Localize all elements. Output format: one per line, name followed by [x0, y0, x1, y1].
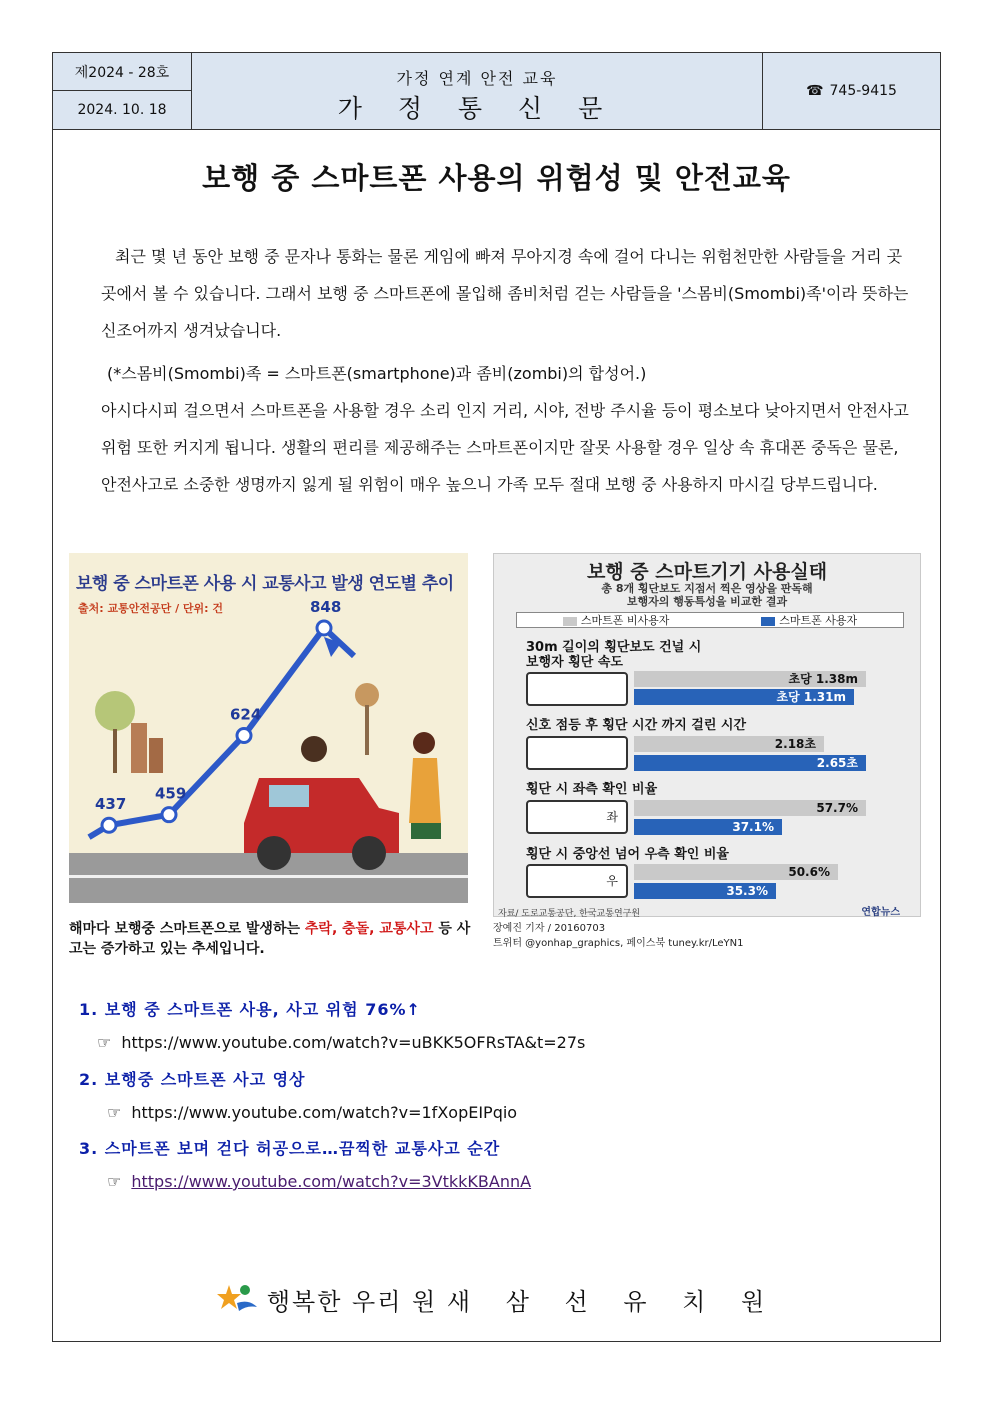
- legend-swatch-user: [761, 617, 775, 626]
- pedestrian-head: [413, 732, 435, 754]
- link-url-2[interactable]: https://www.youtube.com/watch?v=1fXopEIPqio: [131, 1103, 518, 1122]
- data-label: 624: [230, 705, 262, 724]
- data-point: [237, 728, 251, 742]
- data-label: 437: [95, 795, 127, 814]
- smart-device-infographic: [493, 553, 921, 917]
- infographic-item-label: [526, 640, 701, 670]
- legend-non-user-label: 스마트폰 비사용자: [580, 614, 670, 627]
- data-label: 459: [155, 784, 187, 803]
- caption-highlight: 추락, 충돌, 교통사고: [304, 921, 434, 937]
- news-agency-logo: 연합뉴스: [861, 907, 900, 918]
- infographic-subtitle-line2: 보행자의 행동특성을 비교한 결과: [626, 595, 788, 608]
- pedestrian-body: [409, 758, 441, 823]
- legend-swatch-non-user: [563, 617, 577, 626]
- infographic-legend: [516, 612, 904, 628]
- pointer-hand-icon: ☞: [107, 1172, 122, 1191]
- link-title-1: 1. 보행 중 스마트폰 사용, 사고 위험 76%↑: [79, 1000, 421, 1019]
- school-name: 새 삼 선 유 치 원: [446, 1287, 779, 1316]
- body-paragraph-warning: 아시다시피 걸으면서 스마트폰을 사용할 경우 소리 인지 거리, 시야, 전방 주시율 등이 평소보다 낮아지면서 안전사고 위험 또한 커지게 됩니다. 생활의 편리를 제공해주는 스마트폰이지만 잘못 사용할 경우 일상 속 휴대폰 중독은 물론, 안전사고로 소중한 생명까지 잃게 될 위험이 매우 높으니 가족 모두 절대 보행 중 사용하지 마시길 당부드립니다.: [101, 401, 909, 494]
- document-title: 보행 중 스마트폰 사용의 위험성 및 안전교육: [202, 161, 791, 195]
- driver: [301, 736, 327, 762]
- infographic-subtitle-line1: 총 8개 횡단보도 지점서 찍은 영상을 판독해: [601, 582, 813, 595]
- bar-user: 35.3%: [634, 883, 776, 899]
- header-title: 가 정 통 신 문: [337, 94, 617, 123]
- caption-text-end: 등 사고는 증가하고 있는 추세입니다.: [69, 921, 471, 957]
- bar-non-user: 50.6%: [634, 864, 838, 880]
- link-url-1[interactable]: https://www.youtube.com/watch?v=uBKK5OFRsTA&t=27s: [121, 1033, 586, 1052]
- link-title-2: 2. 보행중 스마트폰 사고 영상: [79, 1070, 306, 1089]
- header-table: [53, 53, 940, 130]
- data-point: [102, 818, 116, 832]
- footer-text: [267, 1282, 778, 1317]
- item-label-line1: 횡단 시 중앙선 넘어 우측 확인 비율: [526, 847, 729, 862]
- sign: [355, 683, 379, 707]
- pointer-hand-icon: ☞: [97, 1033, 112, 1052]
- bar-non-user: 초당 1.38m: [634, 671, 866, 687]
- legend-user: [761, 612, 857, 628]
- item-label-line1: 신호 점등 후 횡단 시간 까지 걸린 시간: [526, 718, 747, 733]
- item-label-line1: 횡단 시 좌측 확인 비율: [526, 782, 658, 797]
- infographic-credit: [493, 921, 743, 951]
- building: [149, 738, 163, 773]
- car-wheel: [257, 836, 291, 870]
- link-title-3: 3. 스마트폰 보며 걷다 허공으로…끔찍한 교통사고 순간: [79, 1139, 501, 1158]
- header-title-cell: [192, 53, 763, 129]
- link-row-2: [107, 1103, 517, 1122]
- data-label: 848: [310, 597, 342, 616]
- building: [131, 723, 147, 773]
- header-subtitle: 가정 연계 안전 교육: [396, 69, 558, 88]
- reporter-credit: 장예진 기자 / 20160703: [493, 923, 606, 934]
- pointer-hand-icon: ☞: [107, 1103, 122, 1122]
- road-line: [69, 875, 468, 878]
- pedestrian-signal-icon: [526, 736, 628, 770]
- item-label-line2: 보행자 횡단 속도: [526, 655, 623, 670]
- legend-non-user: [563, 612, 670, 628]
- bar-non-user: 57.7%: [634, 800, 866, 816]
- infographic-item-label: [526, 847, 729, 862]
- link-row-3: [107, 1172, 531, 1191]
- infographic-subtitle: [494, 582, 920, 608]
- tree: [95, 691, 135, 731]
- body-paragraph-definition: (*스몸비(Smombi)족 = 스마트폰(smartphone)과 좀비(zombi)의 합성어.): [107, 364, 647, 383]
- bar-user: 2.65초: [634, 755, 866, 771]
- footer: [53, 1281, 940, 1317]
- item-label-line1: 30m 길이의 횡단보도 건널 시: [526, 640, 702, 655]
- tree-trunk: [113, 729, 117, 773]
- bar-non-user: 2.18초: [634, 736, 824, 752]
- chart-caption: [69, 919, 473, 959]
- data-point: [162, 808, 176, 822]
- newsletter-frame: [52, 52, 941, 1342]
- sns-credit: 트위터 @yonhap_graphics, 페이스북 tuney.kr/LeYN1: [493, 938, 744, 949]
- issue-date: 2024. 10. 18: [53, 91, 192, 129]
- bar-user: 초당 1.31m: [634, 689, 854, 705]
- link-url-3[interactable]: https://www.youtube.com/watch?v=3VtkkKBAnnA: [131, 1172, 532, 1191]
- footer-prefix: 행복한 우리 원: [266, 1287, 438, 1316]
- infographic-source: 자료/ 도로교통공단, 한국교통연구원: [498, 909, 641, 919]
- phone-cell: [763, 53, 940, 129]
- look-right-icon: 우: [526, 864, 628, 898]
- caption-text: 해마다 보행중 스마트폰으로 발생하는: [69, 921, 305, 937]
- infographic-item-label: [526, 782, 657, 797]
- car-window: [269, 785, 309, 807]
- issue-number: 제2024 - 28호: [53, 53, 192, 91]
- walking-feet-icon: [526, 672, 628, 706]
- infographic-item-label: [526, 718, 746, 733]
- link-row-1: [97, 1033, 585, 1052]
- accident-trend-chart: [69, 553, 468, 903]
- data-point: [317, 621, 331, 635]
- sign-pole: [365, 705, 369, 755]
- bar-user: 37.1%: [634, 819, 782, 835]
- chart-title: 보행 중 스마트폰 사용 시 교통사고 발생 연도별 추이: [76, 574, 454, 594]
- telephone-icon: ☎: [806, 83, 824, 99]
- car-wheel: [352, 836, 386, 870]
- phone-number: 745-9415: [829, 83, 897, 99]
- chart-source: 출처: 교통안전공단 / 단위: 건: [78, 602, 224, 615]
- infographic-title: 보행 중 스마트기기 사용실태: [586, 561, 828, 583]
- body-paragraph-intro: 최근 몇 년 동안 보행 중 문자나 통화는 물론 게임에 빠져 무아지경 속에 걸어 다니는 위험천만한 사람들을 거리 곳곳에서 볼 수 있습니다. 그래서 보행 중 스마트폰에 몰입해 좀비처럼 걷는 사람들을 '스몸비(Smombi)족'이라 뜻하는 신조어까지 생겨났습니다.: [101, 247, 909, 340]
- look-left-icon: 좌: [526, 800, 628, 834]
- legend-user-label: 스마트폰 사용자: [779, 614, 858, 627]
- kindergarten-star-logo-icon: [215, 1281, 259, 1317]
- pedestrian-skirt: [411, 823, 441, 839]
